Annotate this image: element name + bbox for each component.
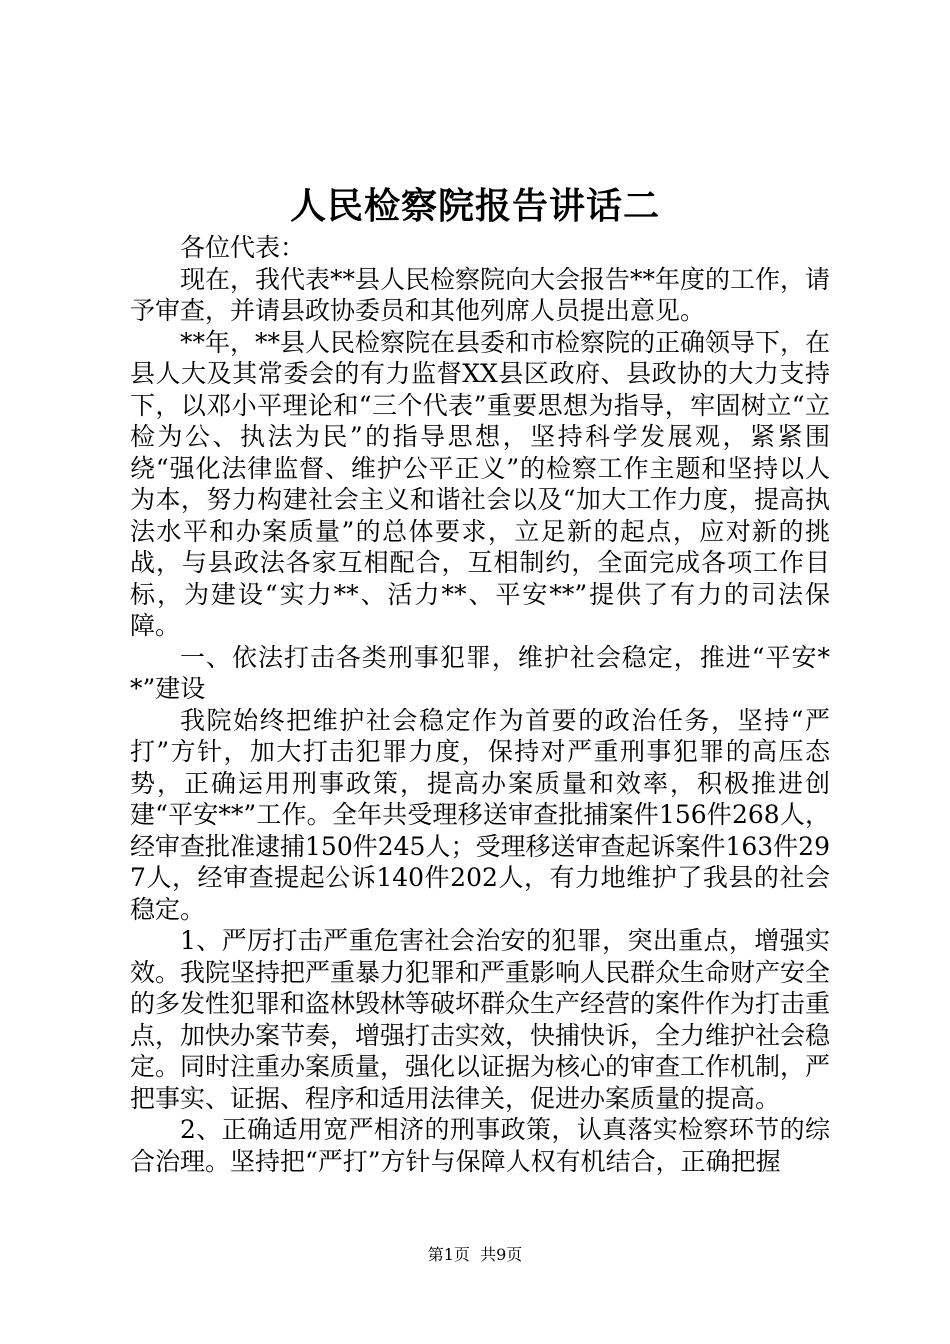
paragraph-section-1: 我院始终把维护社会稳定作为首要的政治任务，坚持“严打”方针，加大打击犯罪力度，保持对严重刑事犯罪的高压态势，正确运用刑事政策，提高办案质量和效率，积极推进创建“平安**”工作。全年共受理移送审查批捕案件156件268人，经审查批准逮捕150件245人；受理移送审查起诉案件163件297人，经审查提起公诉140件202人，有力地维护了我县的社会稳定。 — [130, 705, 830, 924]
page-number: 第1页 — [427, 1245, 470, 1264]
paragraph-salutation: 各位代表： — [180, 233, 306, 262]
document-body — [130, 232, 830, 1177]
paragraph-item-1: 1、严厉打击严重危害社会治安的犯罪，突出重点，增强实效。我院坚持把严重暴力犯罪和严重影响人民群众生命财产安全的多发性犯罪和盗林毁林等破坏群众生产经营的案件作为打击重点，加快办案节奏，增强打击实效，快捕快诉，全力维护社会稳定。同时注重办案质量，强化以证据为核心的审查工作机制，严把事实、证据、程序和适用法律关，促进办案质量的提高。 — [130, 926, 831, 1113]
page-total: 共9页 — [480, 1245, 523, 1264]
paragraph-overview: **年，**县人民检察院在县委和市检察院的正确领导下，在县人大及其常委会的有力监督XX县区政府、县政协的大力支持下，以邓小平理论和“三个代表”重要思想为指导，牢固树立“立检为公、执法为民”的指导思想，坚持科学发展观，紧紧围绕“强化法律监督、维护公平正义”的检察工作主题和坚持以人为本，努力构建社会主义和谐社会以及“加大工作力度，提高执法水平和办案质量”的总体要求，立足新的起点，应对新的挑战，与县政法各家互相配合，互相制约，全面完成各项工作目标，为建设“实力**、活力**、平安**”提供了有力的司法保障。 — [130, 327, 831, 640]
paragraph-intro: 现在，我代表**县人民检察院向大会报告**年度的工作，请予审查，并请县政协委员和其他列席人员提出意见。 — [130, 264, 831, 325]
paragraph-item-2: 2、正确适用宽严相济的刑事政策，认真落实检察环节的综合治理。坚持把“严打”方针与保障人权有机结合，正确把握 — [130, 1115, 830, 1176]
page-footer — [0, 1244, 950, 1266]
document-title: 人民检察院报告讲话二 — [289, 185, 660, 227]
section-heading-1: 一、依法打击各类刑事犯罪，维护社会稳定，推进“平安**”建设 — [130, 642, 830, 703]
